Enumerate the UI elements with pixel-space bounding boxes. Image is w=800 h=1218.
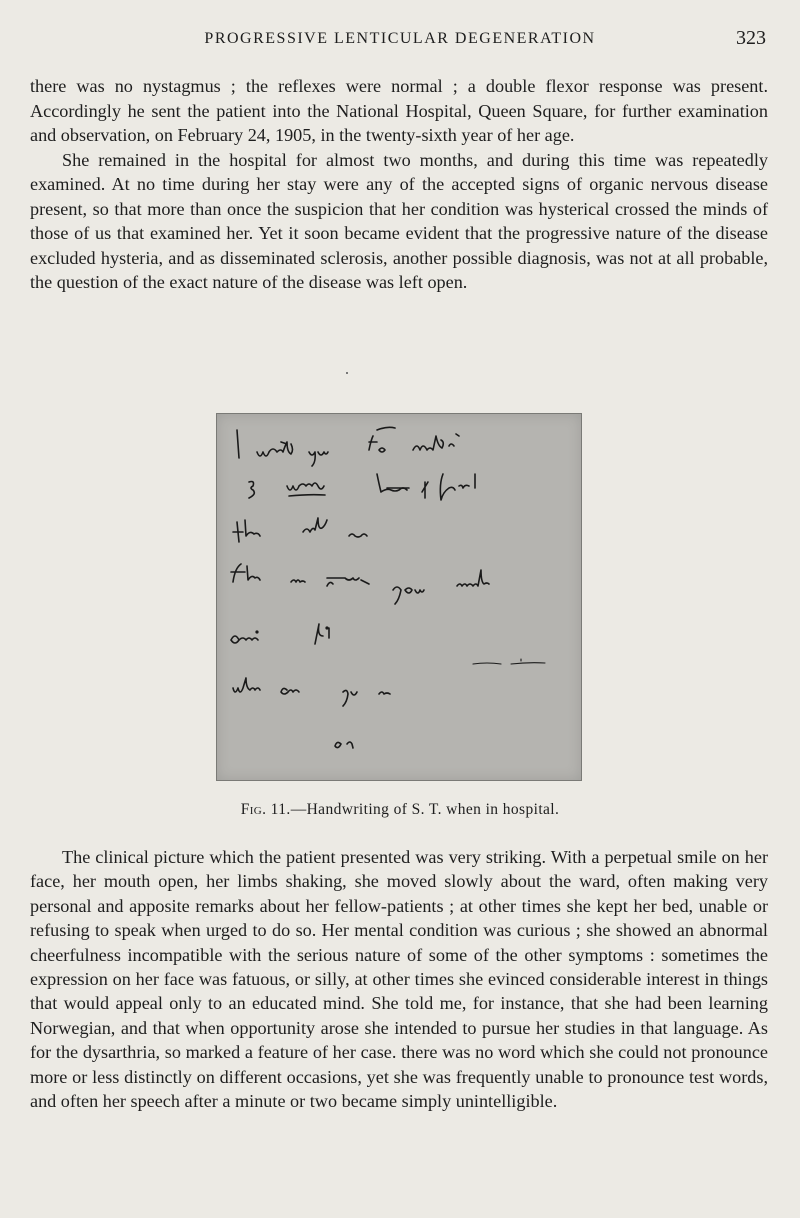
figure-caption bbox=[30, 801, 770, 819]
paragraph-continued: there was no nystagmus ; the reflexes were normal ; a double flexor response was present. Accordingly he sent the patient into the National Hospital, Queen Square, for further examination and observation, on February 24, 1905, in the twenty-sixth year of her age. bbox=[30, 76, 768, 145]
page-number: 323 bbox=[736, 27, 766, 49]
paper-speck bbox=[346, 372, 348, 374]
running-head bbox=[30, 27, 770, 51]
figure-label: Fig. 11. bbox=[240, 801, 291, 818]
handwriting-figure bbox=[216, 413, 582, 781]
running-title: PROGRESSIVE LENTICULAR DEGENERATION bbox=[204, 30, 596, 47]
figure-caption-text: —Handwriting of S. T. when in hospital. bbox=[290, 801, 560, 818]
body-text-top bbox=[30, 74, 768, 295]
handwriting-sample-image bbox=[217, 414, 581, 780]
body-text-bottom bbox=[30, 845, 768, 1113]
paragraph: The clinical picture which the patient presented was very striking. With a perpetual smile on her face, her mouth open, her limbs shaking, she moved slowly about the ward, often making very personal and apposite remarks about her fellow-patients ; at other times she kept her bed, unable or refusing to speak when urged to do so. Her mental condition was curious ; she showed an abnormal cheerfulness incompatible with the serious nature of some of the other symptoms : sometimes the expression on her face was fatuous, or silly, at other times she evinced considerable interest in things that would appeal only to an educated mind. She told me, for instance, that she had been learning Norwegian, and that when opportunity arose she intended to pursue her studies in that language. As for the dysarthria, so marked a feature of her case. there was no word which she could not pronounce more or less distinctly on different occasions, yet she was frequently unable to pronounce test words, and often her speech after a minute or two became simply unintelligible. bbox=[30, 847, 768, 1112]
paragraph: She remained in the hospital for almost two months, and during this time was repeatedly examined. At no time during her stay were any of the accepted signs of organic nervous disease present, so that more than once the suspicion that her condition was hysterical crossed the minds of those of us that examined her. Yet it soon became evident that the progressive nature of the disease excluded hysteria, and as disseminated sclerosis, another possible diagnosis, was not at all probable, the question of the exact nature of the disease was left open. bbox=[30, 149, 768, 292]
